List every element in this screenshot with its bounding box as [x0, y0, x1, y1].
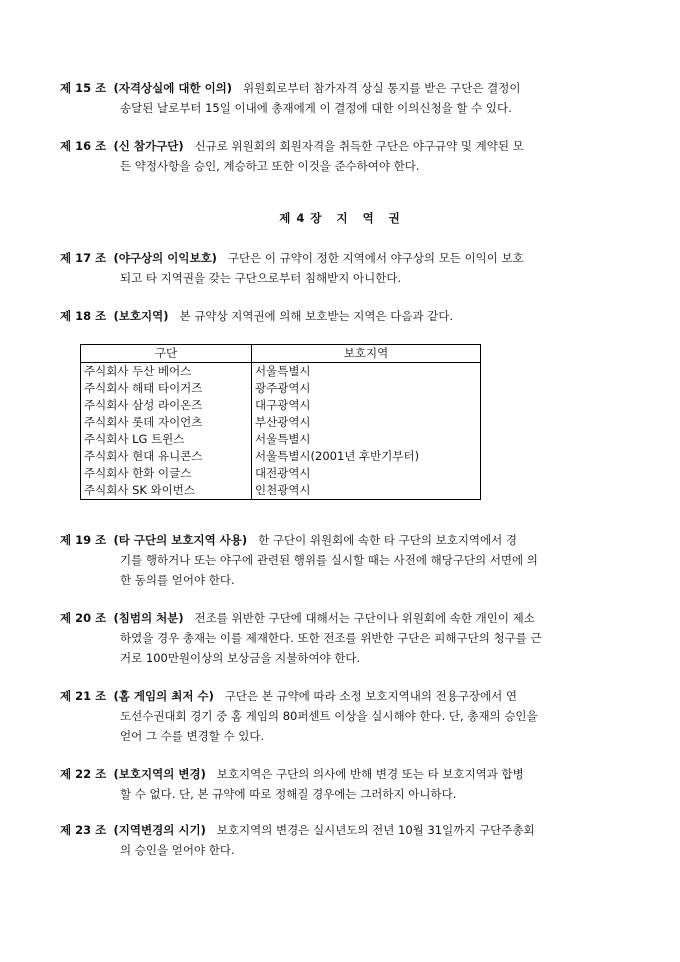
article-title: (자격상실에 대한 이의): [113, 81, 233, 95]
territory-cell: 부산광역시: [252, 414, 481, 431]
club-cell: 주식회사 두산 베어스: [81, 363, 252, 381]
article-number: 제 20 조: [60, 611, 107, 625]
article-title: (신 참가구단): [113, 139, 184, 153]
table-row: [81, 397, 481, 414]
article-number: 제 17 조: [60, 251, 107, 265]
article-title: (침범의 처분): [113, 611, 184, 625]
article-number: 제 16 조: [60, 139, 107, 153]
article-23: [60, 820, 625, 860]
club-cell: 주식회사 해태 타이거즈: [81, 380, 252, 397]
territory-cell: 대구광역시: [252, 397, 481, 414]
article-19: [60, 530, 625, 590]
article-title: (지역변경의 시기): [113, 823, 206, 837]
article-text-line: 전조를 위반한 구단에 대해서는 구단이나 위원회에 속한 개인이 제소: [194, 611, 535, 625]
article-number: 제 22 조: [60, 767, 107, 781]
article-text-line: 되고 타 지역권을 갖는 구단으로부터 침해받지 아니한다.: [120, 271, 402, 285]
article-title: (보호지역의 변경): [113, 767, 206, 781]
article-22: [60, 764, 625, 804]
article-title: (야구상의 이익보호): [113, 251, 217, 265]
article-number: 제 21 조: [60, 689, 107, 703]
chapter-title-char: 지: [336, 211, 349, 225]
article-text-line: 할 수 없다. 단, 본 규약에 따로 정해질 경우에는 그러하지 아니하다.: [120, 787, 457, 801]
article-text-line: 본 규약상 지역권에 의해 보호받는 지역은 다음과 같다.: [179, 309, 454, 323]
chapter-heading: [0, 210, 680, 226]
article-17: [60, 248, 625, 288]
territory-cell: 인천광역시: [252, 482, 481, 500]
article-number: 제 19 조: [60, 533, 107, 547]
article-text-line: 하였을 경우 총재는 이를 제재한다. 또한 전조를 위반한 구단은 피해구단의 청구를 근: [120, 631, 542, 645]
territory-table: [80, 344, 481, 500]
club-cell: 주식회사 삼성 라이온즈: [81, 397, 252, 414]
article-text-line: 구단은 본 규약에 따라 소정 보호지역내의 전용구장에서 연: [224, 689, 518, 703]
article-text-line: 도선수권대회 경기 중 홈 게임의 80퍼센트 이상을 실시해야 한다. 단, 총재의 승인을: [120, 709, 538, 723]
article-18: [60, 306, 625, 326]
article-text-line: 송달된 날로부터 15일 이내에 총재에게 이 결정에 대한 이의신청을 할 수 있다.: [120, 101, 512, 115]
article-number: 제 23 조: [60, 823, 107, 837]
article-text-line: 한 동의를 얻어야 한다.: [120, 573, 235, 587]
article-text-line: 위원회로부터 참가자격 상실 통지를 받은 구단은 결정이: [243, 81, 521, 95]
article-text-line: 보호지역의 변경은 실시년도의 전년 10월 31일까지 구단주총회: [216, 823, 535, 837]
table-row: [81, 465, 481, 482]
article-text-line: 든 약정사항을 승인, 계승하고 또한 이것을 준수하여야 한다.: [120, 159, 420, 173]
article-title: (타 구단의 보호지역 사용): [113, 533, 248, 547]
table-header-row: [81, 345, 481, 363]
article-15: [60, 78, 625, 118]
table-row: [81, 380, 481, 397]
article-20: [60, 608, 625, 668]
article-number: 제 15 조: [60, 81, 107, 95]
chapter-title-char: 역: [362, 211, 375, 225]
article-text-line: 한 구단이 위원회에 속한 타 구단의 보호지역에서 경: [258, 533, 518, 547]
club-cell: 주식회사 롯데 자이언츠: [81, 414, 252, 431]
table-row: [81, 363, 481, 381]
column-header-club: 구단: [81, 345, 252, 363]
table-row: [81, 414, 481, 431]
article-text-line: 거로 100만원이상의 보상금을 지불하여야 한다.: [120, 651, 361, 665]
club-cell: 주식회사 LG 트윈스: [81, 431, 252, 448]
territory-cell: 대전광역시: [252, 465, 481, 482]
table-row: [81, 448, 481, 465]
chapter-title-char: 권: [388, 211, 401, 225]
article-text-line: 보호지역은 구단의 의사에 반해 변경 또는 타 보호지역과 합병: [216, 767, 524, 781]
article-text-line: 기를 행하거나 또는 야구에 관련된 행위를 실시할 때는 사전에 해당구단의 서면에 의: [120, 553, 538, 567]
article-number: 제 18 조: [60, 309, 107, 323]
article-text-line: 구단은 이 규약이 정한 지역에서 야구상의 모든 이익이 보호: [227, 251, 524, 265]
article-title: (홈 게임의 최저 수): [113, 689, 214, 703]
club-cell: 주식회사 현대 유니콘스: [81, 448, 252, 465]
territory-cell: 서울특별시(2001년 후반기부터): [252, 448, 481, 465]
article-text-line: 의 승인을 얻어야 한다.: [120, 843, 235, 857]
article-21: [60, 686, 625, 746]
article-16: [60, 136, 625, 176]
column-header-territory: 보호지역: [252, 345, 481, 363]
article-text-line: 신규로 위원회의 회원자격을 취득한 구단은 야구규약 및 계약된 모: [194, 139, 524, 153]
territory-cell: 서울특별시: [252, 431, 481, 448]
article-title: (보호지역): [113, 309, 169, 323]
territory-cell: 광주광역시: [252, 380, 481, 397]
table-row: [81, 482, 481, 500]
club-cell: 주식회사 SK 와이번스: [81, 482, 252, 500]
territory-cell: 서울특별시: [252, 363, 481, 381]
chapter-number: 제 4 장: [279, 211, 323, 225]
article-text-line: 얻어 그 수를 변경할 수 있다.: [120, 729, 265, 743]
table-row: [81, 431, 481, 448]
club-cell: 주식회사 한화 이글스: [81, 465, 252, 482]
